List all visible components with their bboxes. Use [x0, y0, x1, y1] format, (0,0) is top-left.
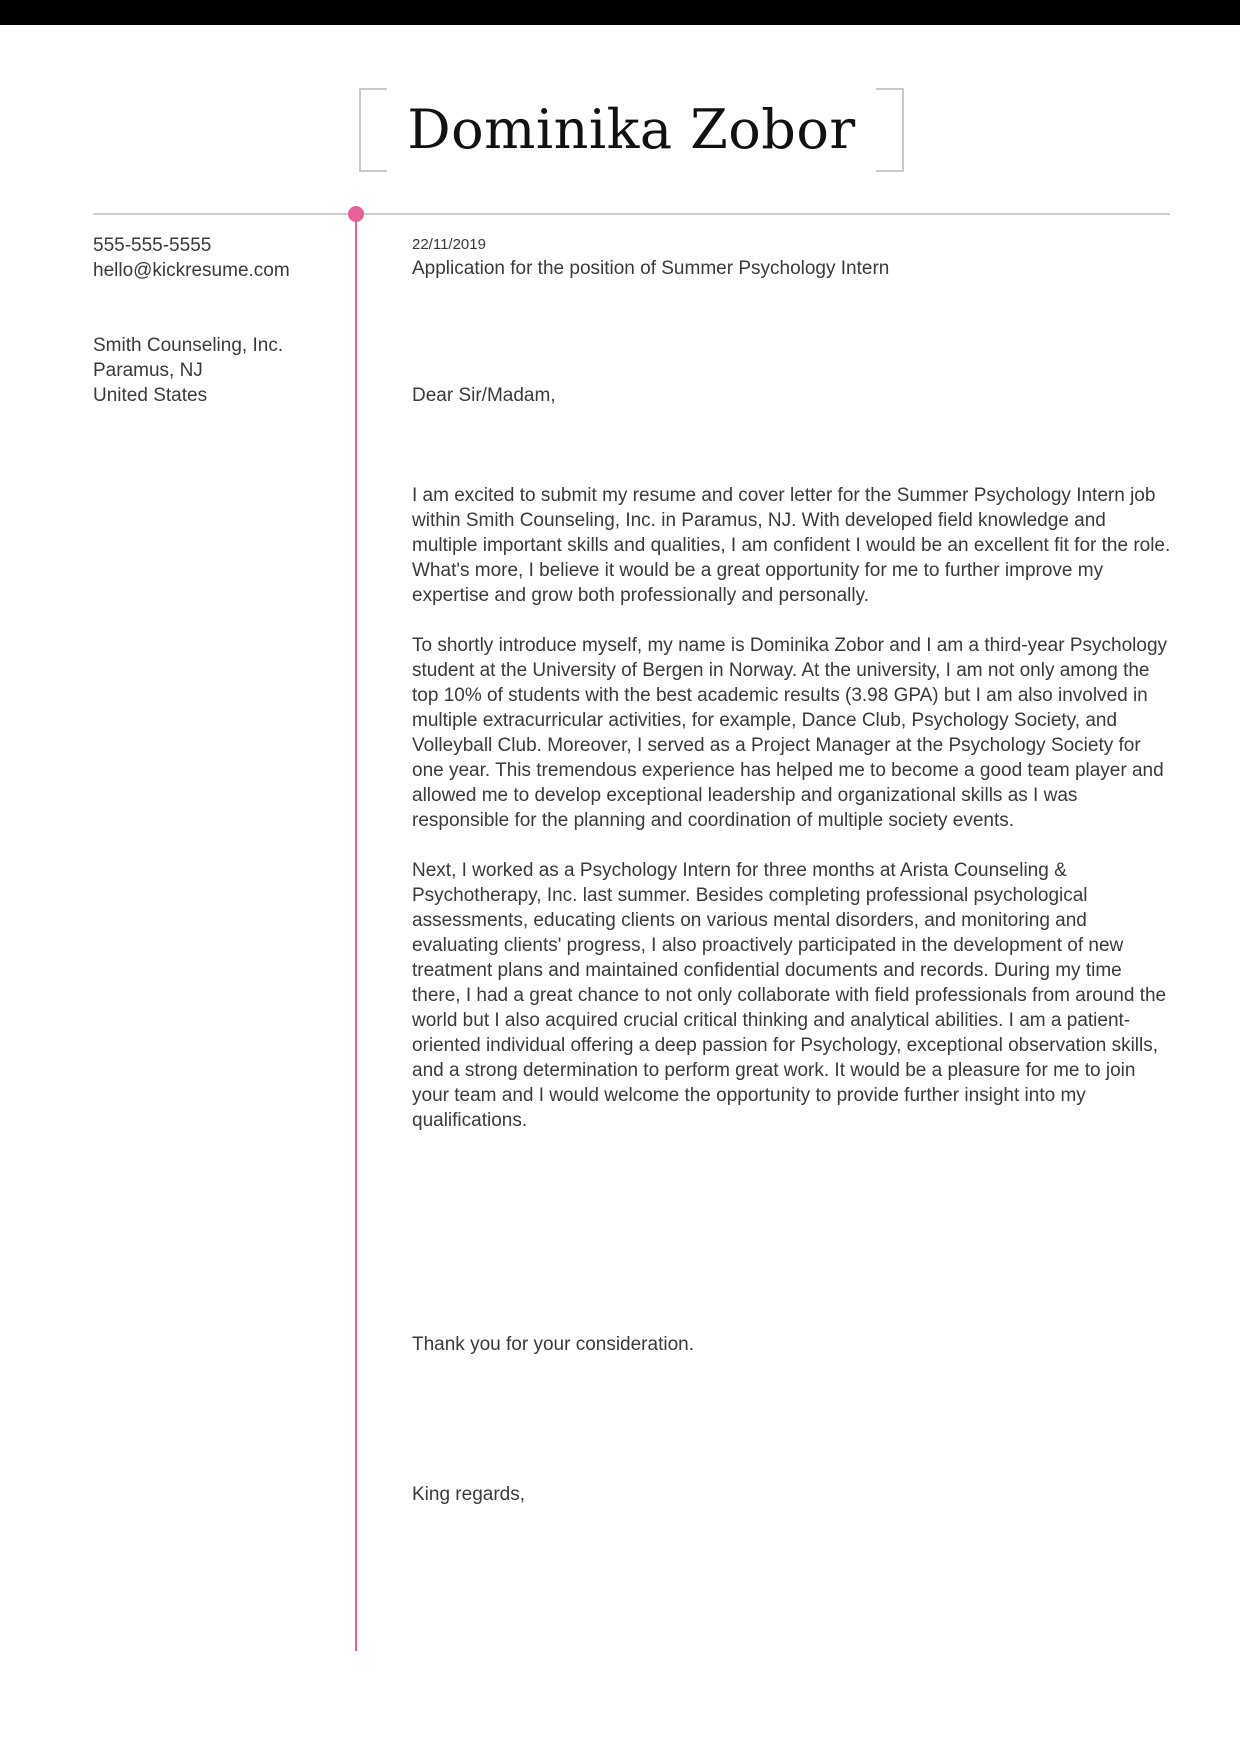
sender-phone: 555-555-5555	[93, 235, 212, 256]
paragraph: I am excited to submit my resume and cover letter for the Summer Psychology Intern job within Smith Counseling, Inc. in Paramus, NJ. With developed field knowledge and multiple important skills and qualities, I am confident I would be an excellent fit for the role. What's more, I believe it would be a great opportunity for me to further improve my expertise and grow both professionally and personally.	[412, 485, 1171, 606]
recipient-company: Smith Counseling, Inc.	[93, 335, 284, 356]
recipient-city: Paramus, NJ	[93, 360, 203, 381]
paragraph: Next, I worked as a Psychology Intern for three months at Arista Counseling & Psychotherapy, Inc. last summer. Besides completing professional psychological assessments, educating clients on various mental disorders, and monitoring and evaluating clients' progress, I also proactively participated in the development of new treatment plans and maintained confidential documents and records. During my time there, I had a great chance to not only collaborate with field professionals from around the world but I also acquired crucial critical thinking and analytical abilities. I am a patient-oriented individual offering a deep passion for Psychology, exceptional observation skills, and a strong determination to perform great work. It would be a pleasure for me to join your team and I would welcome the opportunity to provide further insight into my qualifications.	[412, 860, 1167, 1131]
letter-body	[412, 235, 1172, 1158]
timeline-line	[355, 215, 357, 1651]
recipient-block	[93, 333, 338, 408]
applicant-name: Dominika Zobor	[407, 98, 856, 161]
closing-line: Thank you for your consideration.	[412, 1334, 694, 1355]
top-bar	[0, 0, 1240, 25]
paragraph: To shortly introduce myself, my name is Dominika Zobor and I am a third-year Psychology student at the University of Bergen in Norway. At the university, I am not only among the top 10% of students with the best academic results (3.98 GPA) but I am also involved in multiple extracurricular activities, for example, Dance Club, Psychology Society, and Volleyball Club. Moreover, I served as a Project Manager at the Psychology Society for one year. This tremendous experience has helped me to become a good team player and allowed me to develop exceptional leadership and organizational skills as I was responsible for the planning and coordination of multiple society events.	[412, 635, 1168, 831]
sender-email: hello@kickresume.com	[93, 260, 290, 281]
letter-paragraphs	[412, 483, 1172, 1133]
signoff: King regards,	[412, 1484, 526, 1505]
recipient-country: United States	[93, 385, 208, 406]
name-header	[359, 88, 904, 172]
salutation: Dear Sir/Madam,	[412, 385, 556, 406]
letter-subject: Application for the position of Summer Psychology Intern	[412, 258, 890, 279]
header-divider	[93, 213, 1170, 215]
contact-column	[93, 233, 338, 408]
letter-date: 22/11/2019	[412, 236, 486, 253]
